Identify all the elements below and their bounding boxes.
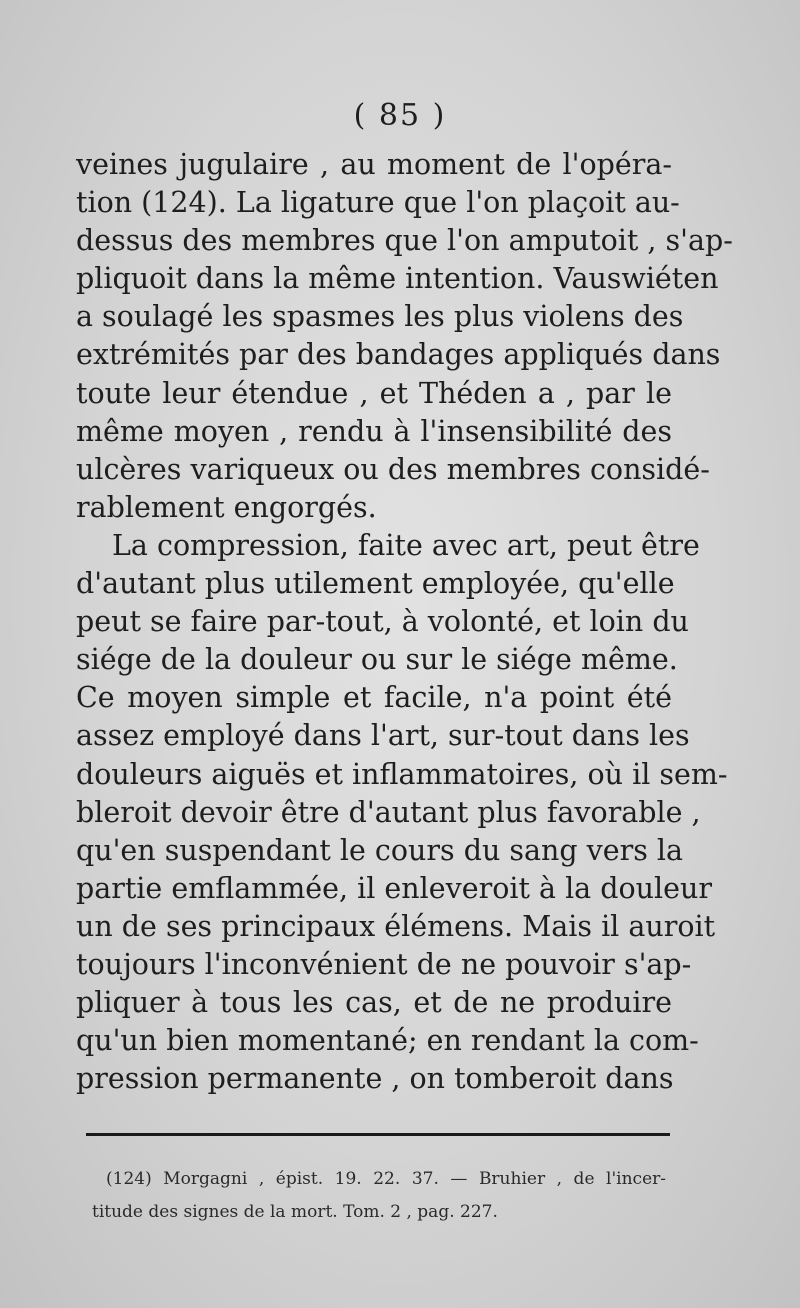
text-line: qu'un bien momentané; en rendant la com- [76,1024,699,1058]
body-text [76,146,733,1098]
text-line: a soulagé les spasmes les plus violens des [76,300,684,334]
footnote-line: (124) Morgagni , épist. 19. 22. 37. — Bruhier , de l'incer- [106,1169,666,1189]
text-line: pliquoit dans la même intention. Vauswiéten [76,262,719,296]
text-line: dessus des membres que l'on amputoit , s'ap- [76,224,733,258]
footnote [92,1163,666,1229]
text-line: extrémités par des bandages appliqués dans [76,338,721,372]
text-line: ulcères variqueux ou des membres considé- [76,452,710,486]
text-line: La compression, faite avec art, peut être [112,528,700,562]
text-line: d'autant plus utilement employée, qu'elle [76,567,675,601]
footnote-rule [86,1133,670,1136]
text-line: siége de la douleur ou sur le siége même. [76,643,678,677]
text-line: peut se faire par-tout, à volonté, et loin du [76,605,689,639]
text-line: pliquer à tous les cas, et de ne produire [76,986,672,1020]
text-line: rablement engorgés. [76,490,377,524]
footnote-line: titude des signes de la mort. Tom. 2 , pag. 227. [92,1202,498,1222]
text-line: assez employé dans l'art, sur-tout dans les [76,719,690,753]
text-line: même moyen , rendu à l'insensibilité des [76,414,672,448]
text-line: bleroit devoir être d'autant plus favorable , [76,795,701,829]
text-line: toujours l'inconvénient de ne pouvoir s'ap- [76,947,692,981]
text-line: qu'en suspendant le cours du sang vers la [76,833,684,867]
text-line: veines jugulaire , au moment de l'opéra- [76,148,672,181]
text-line: Ce moyen simple et facile, n'a point été [76,681,672,715]
text-line: toute leur étendue , et Théden a , par le [76,376,672,410]
text-line: un de ses principaux élémens. Mais il auroit [76,909,716,943]
text-line: tion (124). La ligature que l'on plaçoit au- [76,186,680,220]
text-line: pression permanente , on tomberoit dans [76,1062,674,1096]
text-line: partie emflammée, il enleveroit à la douleur [76,871,712,905]
page-number: ( 85 ) [353,98,447,133]
text-line: douleurs aiguës et inflammatoires, où il sem- [76,757,728,791]
